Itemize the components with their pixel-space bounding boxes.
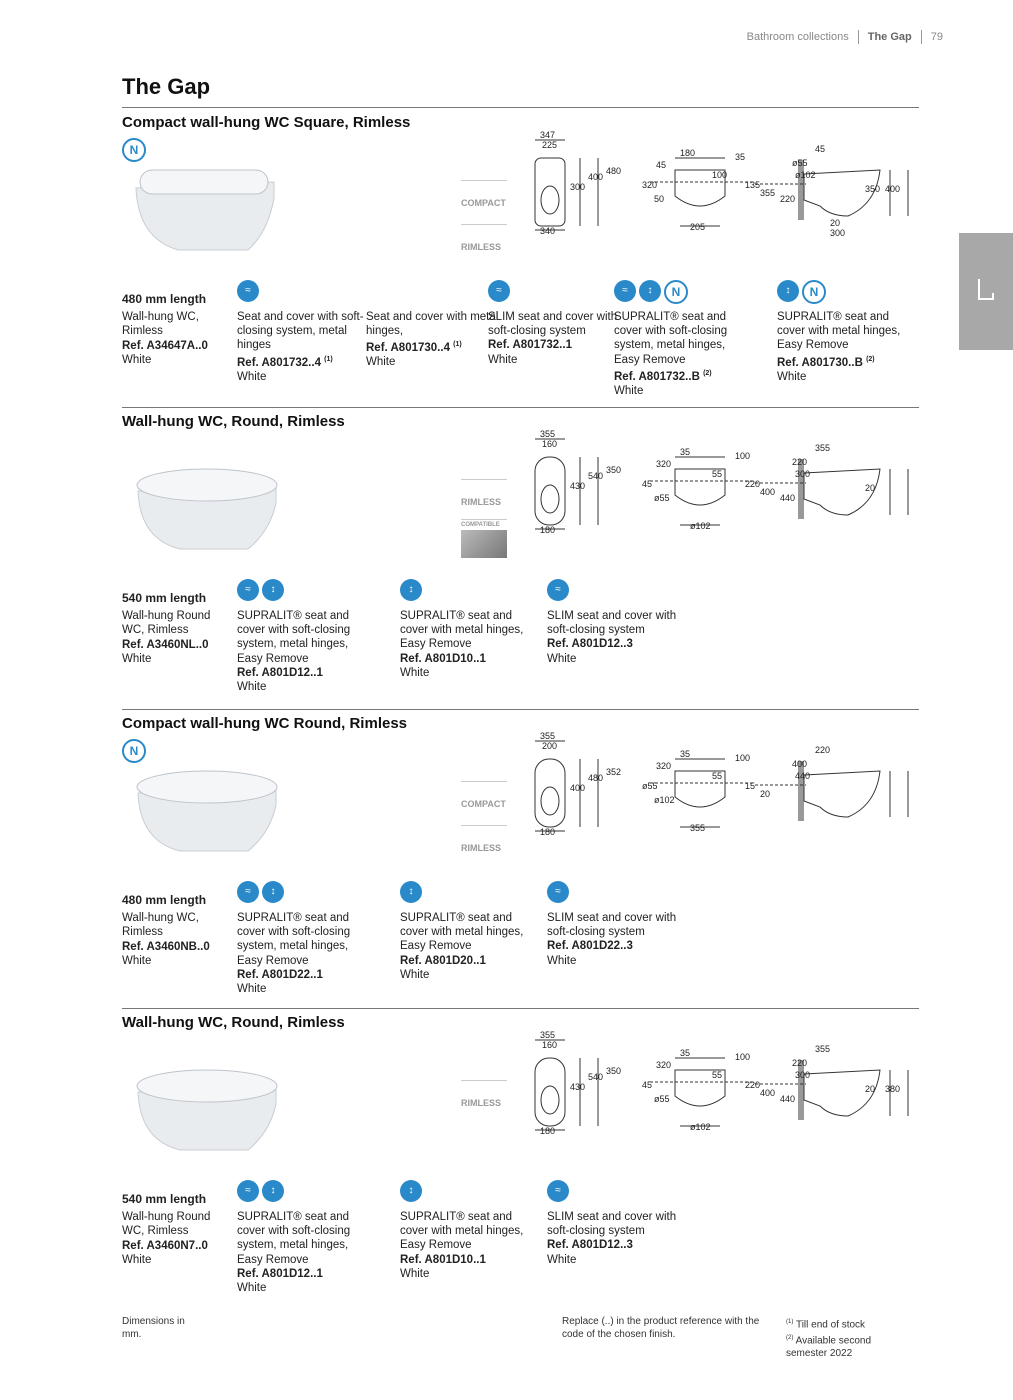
option-finish: White [237,681,267,694]
dimension-drawings [530,429,920,539]
option-finish: White [366,356,396,369]
tag-rule [461,180,507,181]
product-name: Wall-hung Round WC, Rimless [122,1211,211,1238]
footnotes [786,1316,896,1360]
option-name: Seat and cover with soft-closing system, metal hinges [237,311,364,352]
main-product [122,292,232,367]
option-finish: White [547,652,577,665]
remove-icon: ↕ [262,881,284,903]
dimension-label: 20 [760,789,771,799]
dimension-label: 220 [780,194,796,204]
dimension-label: 220 [792,457,808,467]
title-rule [122,107,919,108]
seat-option [237,609,372,694]
section-rule [122,1008,919,1009]
dimension-label: 355 [760,188,776,198]
seat-option [547,911,682,968]
option-finish: White [547,954,577,967]
bathroom-icon [959,233,1013,350]
tag-rule [461,1080,507,1081]
dimension-label: 15 [745,781,756,791]
dimension-label: 100 [712,170,728,180]
dimension-label: 350 [606,465,622,475]
dimension-label: ø102 [690,1122,711,1132]
dimension-label: 55 [712,469,723,479]
dimension-label: 135 [745,180,761,190]
remove-icon: ↕ [400,579,422,601]
dimension-label: 50 [654,194,665,204]
dimension-label: 45 [815,144,826,154]
option-finish: White [614,384,644,397]
seat-icon: ≈ [547,579,569,601]
dimension-label: 440 [780,1094,796,1104]
seat-option [400,1210,535,1281]
compatible-label: COMPATIBLE [461,519,507,528]
dimension-label: 320 [656,459,672,469]
tag-rule [461,825,507,826]
option-name: SUPRALIT® seat and cover with metal hinges, Easy Remove [400,610,524,651]
product-length: 540 mm length [122,591,207,605]
option-name: SUPRALIT® seat and cover with soft-closing system, metal hinges, Easy Remove [237,1211,351,1266]
tag-compact: COMPACT [461,799,506,809]
product-image [130,162,280,257]
dimension-label: 100 [735,1052,751,1062]
dimension-label: 20 [865,1084,876,1094]
product-image [130,461,280,556]
remove-icon: ↕ [400,881,422,903]
seat-option [400,609,535,680]
toilet-image [130,1062,280,1157]
product-finish: White [122,954,152,967]
seat-icon: ≈ [614,280,636,302]
dimension-label: 320 [642,180,658,190]
new-badge-icon: N [802,280,826,304]
product-image [130,1062,280,1157]
dimension-label: 300 [570,182,586,192]
dimension-label: 355 [815,443,831,453]
option-name: SUPRALIT® seat and cover with metal hinges, Easy Remove [400,912,524,953]
dimension-label: 205 [690,222,706,232]
dimension-label: 320 [656,1060,672,1070]
dimension-label: 400 [570,783,586,793]
footnote-mark: (2) [866,355,875,363]
dimension-label: 45 [656,160,667,170]
remove-icon: ↕ [262,1180,284,1202]
footnote-2: $^{(2)}$ Available second semester 2022 [786,1334,872,1359]
dimension-drawings [530,1030,920,1140]
seat-option [237,310,372,384]
option-name: SUPRALIT® seat and cover with metal hinges, Easy Remove [400,1211,524,1252]
dimension-label: 220 [745,1080,761,1090]
option-name: SUPRALIT® seat and cover with soft-closing system, metal hinges, Easy Remove [614,311,728,366]
option-name: SUPRALIT® seat and cover with soft-closing system, metal hinges, Easy Remove [237,912,351,967]
dimension-label: ø55 [654,493,670,503]
dimension-label: 180 [540,1126,556,1136]
divider [921,30,922,44]
dimension-label: 540 [588,1072,604,1082]
dimension-label: 355 [690,823,706,833]
dimension-label: 355 [540,731,556,741]
option-finish: White [400,666,430,679]
seat-option [614,310,749,398]
option-icons [400,881,422,903]
option-icons [488,280,510,302]
dimension-label: 355 [815,1044,831,1054]
option-icons [237,881,284,903]
dimension-label: 35 [735,152,746,162]
dimension-label: 100 [735,451,751,461]
seat-option [488,310,623,367]
product-ref: Ref. A34647A..0 [122,339,208,352]
option-name: SUPRALIT® seat and cover with metal hinges, Easy Remove [777,311,901,352]
new-badge-icon: N [664,280,688,304]
dimension-label: 400 [760,1088,776,1098]
main-product [122,893,232,968]
option-icons [237,579,284,601]
tag-compact: COMPACT [461,198,506,208]
new-badge: N [122,138,146,162]
toilet-image [130,162,280,257]
toilet-image [130,461,280,556]
product-ref: Ref. A3460N7..0 [122,1239,208,1252]
option-finish: White [237,1282,267,1295]
seat-option [237,1210,372,1295]
tag-rule [461,224,507,225]
option-name: SLIM seat and cover with soft-closing system [547,912,677,939]
option-ref: Ref. A801D22..1 [237,968,323,981]
footnote-mark: (1) [453,341,462,349]
dimension-label: ø102 [690,521,711,531]
dimension-label: 300 [795,469,811,479]
option-ref: Ref. A801D12..1 [237,1267,323,1280]
dimension-drawings [530,130,920,240]
dimension-label: 220 [792,1058,808,1068]
option-ref: Ref. A801D12..1 [237,666,323,679]
option-icons [547,1180,569,1202]
dimension-label: 200 [542,741,558,751]
seat-option [237,911,372,996]
section-title: Compact wall-hung WC Square, Rimless [122,114,411,131]
dimension-label: 20 [865,483,876,493]
dimension-label: 350 [606,1066,622,1076]
option-finish: White [400,968,430,981]
dimension-label: 45 [642,479,653,489]
divider [858,30,859,44]
option-finish: White [547,1253,577,1266]
option-finish: White [777,370,807,383]
product-name: Wall-hung WC, Rimless [122,912,199,939]
page-title: The Gap [122,74,211,99]
option-name: SLIM seat and cover with soft-closing system [488,311,618,338]
dimension-label: 160 [542,1040,558,1050]
tag-rimless: RIMLESS [461,242,502,252]
dimension-label: 355 [540,1030,556,1040]
toilet-image [130,763,280,858]
dimension-label: 440 [795,771,811,781]
dimension-label: 300 [830,228,846,238]
main-product [122,591,232,666]
dimension-drawings [530,731,920,841]
dimension-label: 540 [588,471,604,481]
option-ref: Ref. A801D22..3 [547,940,633,953]
seat-icon: ≈ [237,1180,259,1202]
option-name: SLIM seat and cover with soft-closing system [547,610,677,637]
option-ref: Ref. A801730..4 $^{(1)}$ [366,341,462,355]
option-icons [237,1180,284,1202]
option-icons [237,280,259,302]
option-name: SUPRALIT® seat and cover with soft-closing system, metal hinges, Easy Remove [237,610,351,665]
option-finish: White [488,353,518,366]
seat-icon: ≈ [237,579,259,601]
dimension-label: 430 [570,1082,586,1092]
dimension-label: 180 [540,827,556,837]
option-ref: Ref. A801D12..3 [547,638,633,651]
tag-rimless: RIMLESS [461,1098,502,1108]
dimension-label: 440 [780,493,796,503]
page-header [747,30,943,44]
dimension-label: 400 [792,759,808,769]
dimension-label: 355 [540,429,556,439]
option-ref: Ref. A801D20..1 [400,954,486,967]
option-ref: Ref. A801730..B $^{(2)}$ [777,355,875,369]
section-title: Compact wall-hung WC Round, Rimless [122,715,408,732]
option-icons [614,280,688,304]
dimension-label: 180 [540,525,556,535]
option-finish: White [237,370,267,383]
remove-icon: ↕ [777,280,799,302]
product-length: 540 mm length [122,1192,207,1206]
product-ref: Ref. A3460NL..0 [122,638,209,651]
dimension-label: 480 [588,773,604,783]
footnote-mark: (1) [324,355,333,363]
dimension-label: 220 [745,479,761,489]
section-title: Wall-hung WC, Round, Rimless [122,1014,345,1031]
remove-icon: ↕ [639,280,661,302]
dimension-label: 430 [570,481,586,491]
section-rule [122,407,919,408]
tag-rimless: RIMLESS [461,843,502,853]
product-finish: White [122,1253,152,1266]
seat-icon: ≈ [237,280,259,302]
seat-icon: ≈ [547,1180,569,1202]
product-name: Wall-hung WC, Rimless [122,311,199,338]
product-image [130,763,280,858]
footnote-1: $^{(1)}$ Till end of stock [786,1319,866,1331]
dimension-label: 100 [735,753,751,763]
dimension-label: 35 [680,447,691,457]
compatible-badge [461,519,507,559]
option-name: SLIM seat and cover with soft-closing system [547,1211,677,1238]
replace-note: Replace (..) in the product reference with the code of the chosen finish. [562,1316,760,1340]
option-ref: Ref. A801D10..1 [400,652,486,665]
dimension-label: 347 [540,130,556,140]
option-icons [777,280,826,304]
dimension-label: 400 [760,487,776,497]
dimension-label: 180 [680,148,696,158]
dimension-label: 352 [606,767,622,777]
option-name: Seat and cover with metal hinges, [366,311,499,338]
option-icons [547,579,569,601]
option-finish: White [400,1267,430,1280]
dimension-label: 55 [712,771,723,781]
dimension-label: 350 [865,184,881,194]
product-finish: White [122,353,152,366]
section-rule [122,709,919,710]
main-product [122,1192,232,1267]
dimension-label: 35 [680,749,691,759]
option-finish: White [237,983,267,996]
dimension-label: 480 [606,166,622,176]
dimension-label: 45 [642,1080,653,1090]
seat-option [400,911,535,982]
dimension-label: 55 [712,1070,723,1080]
dimension-label: ø102 [654,795,675,805]
dimension-label: 300 [795,1070,811,1080]
seat-option [547,609,682,666]
dimension-label: 320 [656,761,672,771]
option-icons [400,579,422,601]
seat-icon: ≈ [488,280,510,302]
tag-rimless: RIMLESS [461,497,502,507]
product-ref: Ref. A3460NB..0 [122,940,210,953]
dimension-label: 20 [830,218,841,228]
option-ref: Ref. A801732..4 $^{(1)}$ [237,355,333,369]
footnote-mark: (2) [703,369,712,377]
dimension-label: ø102 [795,170,816,180]
dimension-label: 35 [680,1048,691,1058]
product-length: 480 mm length [122,893,207,907]
compatible-image [461,530,507,558]
seat-option [547,1210,682,1267]
dimension-label: ø55 [792,158,808,168]
option-ref: Ref. A801732..1 [488,339,572,352]
option-ref: Ref. A801D12..3 [547,1239,633,1252]
dimension-label: 340 [540,226,556,236]
series-label: The Gap [867,31,912,43]
remove-icon: ↕ [262,579,284,601]
option-icons [400,1180,422,1202]
tag-rule [461,479,507,480]
seat-option [366,310,501,370]
seat-icon: ≈ [237,881,259,903]
dimension-label: ø55 [642,781,658,791]
dimensions-note: Dimensions in mm. [122,1316,185,1340]
product-length: 480 mm length [122,292,207,306]
dimension-label: 160 [542,439,558,449]
dimension-label: 400 [885,184,901,194]
product-name: Wall-hung Round WC, Rimless [122,610,211,637]
dimension-label: 225 [542,140,558,150]
side-tab [959,233,1013,350]
remove-icon: ↕ [400,1180,422,1202]
dimension-label: 220 [815,745,831,755]
option-ref: Ref. A801D10..1 [400,1253,486,1266]
product-finish: White [122,652,152,665]
seat-icon: ≈ [547,881,569,903]
option-ref: Ref. A801732..B $^{(2)}$ [614,369,712,383]
dimension-label: 380 [885,1084,901,1094]
tag-rule [461,781,507,782]
option-icons [547,881,569,903]
collection-label: Bathroom collections [746,31,849,43]
section-title: Wall-hung WC, Round, Rimless [122,413,345,430]
new-badge: N [122,739,146,763]
seat-option [777,310,912,384]
dimension-label: ø55 [654,1094,670,1104]
dimension-label: 400 [588,172,604,182]
page-number: 79 [930,31,943,43]
